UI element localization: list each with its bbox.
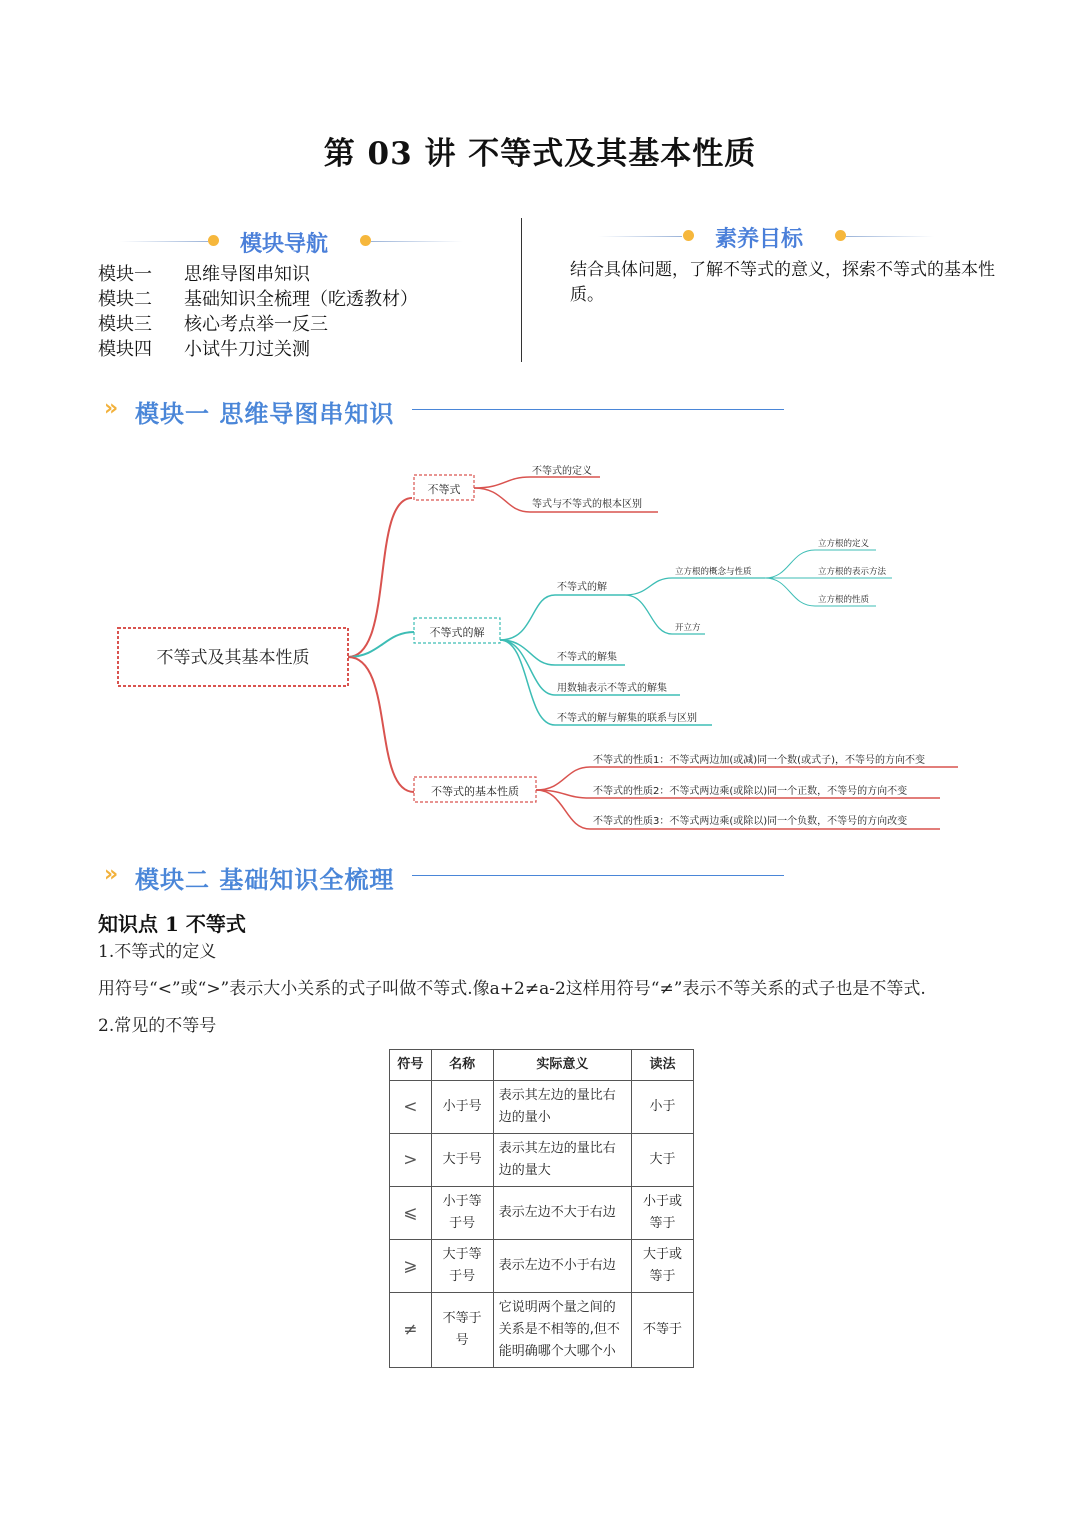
table-cell: ≠ [390, 1293, 432, 1368]
inequality-symbols-table [389, 1049, 694, 1368]
mindmap-leaf: 等式与不等式的根本区别 [532, 499, 642, 510]
mindmap-leaf: 不等式的性质1：不等式两边加(或减)同一个数(或式子)，不等号的方向不变 [593, 755, 925, 766]
table-header: 符号 [390, 1050, 432, 1081]
table-cell: 小于等于号 [431, 1187, 493, 1240]
table-header: 名称 [431, 1050, 493, 1081]
table-row [390, 1293, 694, 1368]
table-cell: 小于号 [431, 1081, 493, 1134]
table-header: 读法 [631, 1050, 693, 1081]
table-row [390, 1240, 694, 1293]
table-cell: 大于号 [431, 1134, 493, 1187]
module-item [98, 287, 418, 312]
nav-divider-left [120, 241, 208, 242]
table-cell: ⩽ [390, 1187, 432, 1240]
table-cell: 表示其左边的量比右边的量大 [493, 1134, 631, 1187]
mindmap-node: 不等式的解 [429, 626, 485, 639]
section2-heading: 模块二 基础知识全梳理 [135, 866, 395, 894]
module-list [98, 262, 418, 362]
module-item [98, 312, 418, 337]
bullet-dot-icon [683, 230, 694, 241]
table-cell: 它说明两个量之间的关系是不相等的,但不能明确哪个大哪个小 [493, 1293, 631, 1368]
table-cell: 表示左边不大于右边 [493, 1187, 631, 1240]
mindmap-leaf: 不等式的解与解集的联系与区别 [557, 713, 697, 724]
mindmap-root: 不等式及其基本性质 [156, 648, 310, 668]
module-item [98, 337, 418, 362]
mindmap-leaf: 不等式的解集 [557, 652, 617, 663]
chevron-double-icon: » [104, 862, 119, 887]
column-divider [521, 218, 522, 362]
module-label: 思维导图串知识 [184, 264, 310, 285]
goal-divider-left [598, 236, 682, 237]
bullet-dot-icon [835, 230, 846, 241]
goal-text: 结合具体问题，了解不等式的意义，探索不等式的基本性质。 [570, 260, 995, 305]
mindmap-branch-line [348, 657, 414, 792]
table-header-row [390, 1050, 694, 1081]
table-cell: 大于等于号 [431, 1240, 493, 1293]
mindmap-leaf: 立方根的概念与性质 [675, 567, 752, 577]
mindmap-leaf: 不等式的性质2：不等式两边乘(或除以)同一个正数，不等号的方向不变 [593, 786, 908, 797]
module-key: 模块二 [98, 289, 152, 310]
mindmap-node: 不等式的基本性质 [431, 785, 519, 798]
knowledge-point-title: 知识点 1 不等式 [98, 912, 246, 936]
mindmap-branch-line [474, 477, 600, 488]
mindmap-leaf: 立方根的表示方法 [818, 567, 887, 577]
nav-divider-right [371, 241, 463, 242]
table-cell: ⩾ [390, 1240, 432, 1293]
page-title: 第 03 讲 不等式及其基本性质 [323, 136, 757, 172]
table-row [390, 1187, 694, 1240]
mindmap-leaf: 不等式的解 [557, 582, 607, 593]
definition-paragraph: 用符号“<”或“>”表示大小关系的式子叫做不等式.像a+2≠a-2这样用符号“≠”表示不等关系的式子也是不等式. [98, 979, 926, 999]
table-row [390, 1081, 694, 1134]
module-key: 模块三 [98, 314, 152, 335]
section1-heading: 模块一 思维导图串知识 [135, 400, 395, 428]
bullet-dot-icon [360, 235, 371, 246]
table-header: 实际意义 [493, 1050, 631, 1081]
table-row [390, 1134, 694, 1187]
section1-rule [412, 409, 784, 410]
section2-rule [412, 875, 784, 876]
module-label: 核心考点举一反三 [184, 314, 328, 335]
mindmap-leaf: 不等式的定义 [532, 466, 592, 477]
mindmap-leaf: 立方根的定义 [818, 539, 870, 549]
table-cell: 小于 [631, 1081, 693, 1134]
table-cell: 不等于号 [431, 1293, 493, 1368]
mindmap-branch-line [625, 578, 765, 595]
nav-heading: 模块导航 [240, 232, 329, 257]
module-label: 基础知识全梳理（吃透教材） [184, 289, 418, 310]
subheading: 2.常见的不等号 [98, 1016, 217, 1036]
goal-divider-right [846, 236, 934, 237]
goal-heading: 素养目标 [715, 227, 804, 252]
mindmap-leaf: 用数轴表示不等式的解集 [557, 683, 667, 694]
mindmap-branch-line [500, 595, 625, 640]
module-label: 小试牛刀过关测 [184, 339, 310, 360]
module-key: 模块四 [98, 339, 152, 360]
table-cell: 大于或等于 [631, 1240, 693, 1293]
subheading: 1.不等式的定义 [98, 942, 217, 962]
mindmap-leaf: 不等式的性质3：不等式两边乘(或除以)同一个负数，不等号的方向改变 [593, 816, 908, 827]
mindmap-leaf: 开立方 [675, 623, 701, 633]
mindmap-node: 不等式 [427, 483, 461, 496]
table-cell: < [390, 1081, 432, 1134]
table-cell: 表示其左边的量比右边的量小 [493, 1081, 631, 1134]
mind-map [0, 440, 1080, 850]
bullet-dot-icon [208, 235, 219, 246]
module-item [98, 262, 418, 287]
chevron-double-icon: » [104, 396, 119, 421]
table-cell: 不等于 [631, 1293, 693, 1368]
mindmap-leaf: 立方根的性质 [818, 595, 870, 605]
table-cell: 表示左边不小于右边 [493, 1240, 631, 1293]
table-cell: 小于或等于 [631, 1187, 693, 1240]
table-cell: > [390, 1134, 432, 1187]
table-cell: 大于 [631, 1134, 693, 1187]
module-key: 模块一 [98, 264, 152, 285]
